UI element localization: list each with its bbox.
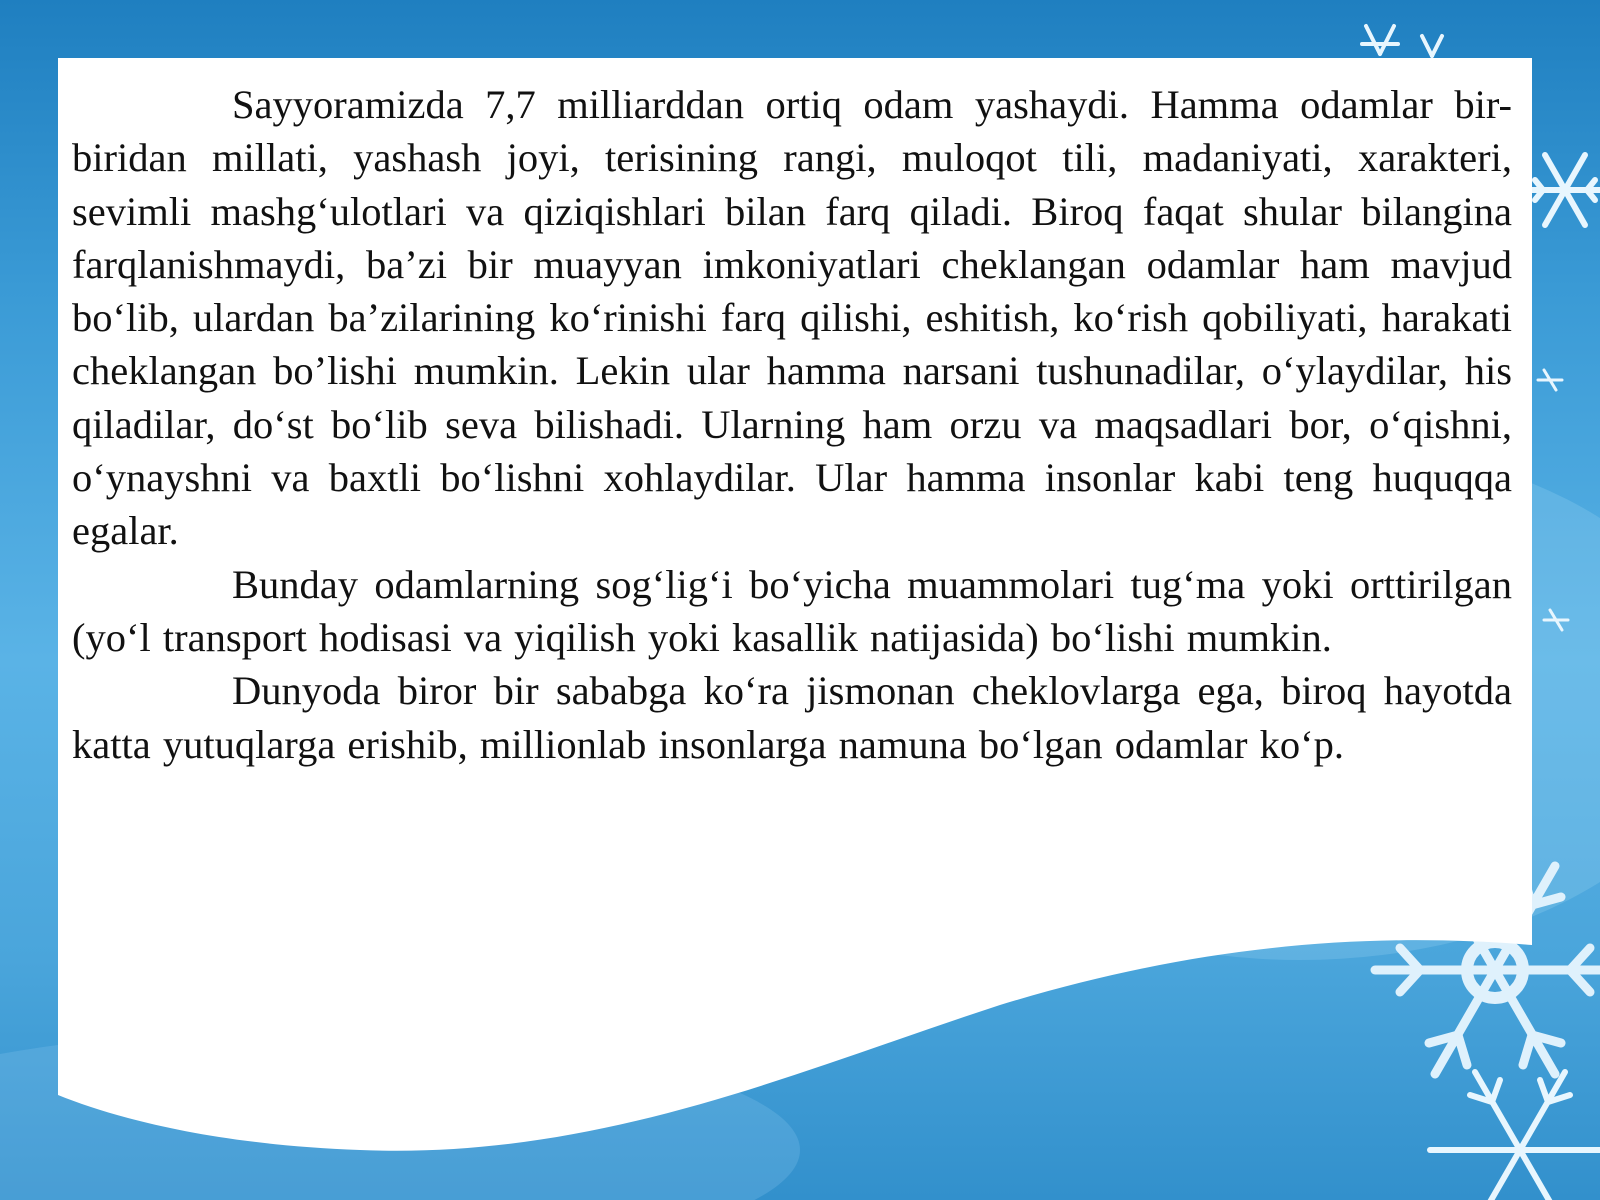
- snowflake-icon: [1422, 36, 1442, 56]
- snowflake-icon: [1362, 26, 1398, 54]
- paragraph-intro: Sayyoramizda 7,7 milliarddan ortiq odam yashaydi. Hamma odamlar bir-biridan millati, yashash joyi, terisining rangi, muloqot tili, madaniyati, xarakteri, sevimli mashg‘ulotlari va qiziqishlari bilan farq qiladi. Biroq faqat shular bilangina farqlanishmaydi, ba’zi bir muayyan imkoniyatlari cheklangan odamlar ham mavjud bo‘lib, ulardan ba’zilarining ko‘rinishi farq qilishi, eshitish, ko‘rish qobiliyati, harakati cheklangan bo’lishi mumkin. Lekin ular hamma narsani tushunadilar, o‘ylaydilar, his qiladilar, do‘st bo‘lib seva bilishadi. Ularning ham orzu va maqsadlari bor, o‘qishni, o‘ynayshni va baxtli bo‘lishni xohlaydilar. Ular hamma insonlar kabi teng huquqqa egalar.: [72, 82, 1512, 554]
- snowflake-icon: [1538, 370, 1562, 390]
- body-text: [72, 78, 1512, 771]
- paragraph-achievements: Dunyoda biror bir sababga ko‘ra jismonan cheklovlarga ega, biroq hayotda katta yutuqlarga erishib, millionlab insonlarga namuna bo‘lgan odamlar ko‘p.: [72, 668, 1512, 767]
- snowflake-icon: [1430, 1072, 1600, 1200]
- snowflake-icon: [1525, 155, 1600, 225]
- paragraph-health-causes: Bunday odamlarning sog‘lig‘i bo‘yicha muammolari tug‘ma yoki orttirilgan (yo‘l transport hodisasi va yiqilish yoki kasallik natijasida) bo‘lishi mumkin.: [72, 561, 1512, 660]
